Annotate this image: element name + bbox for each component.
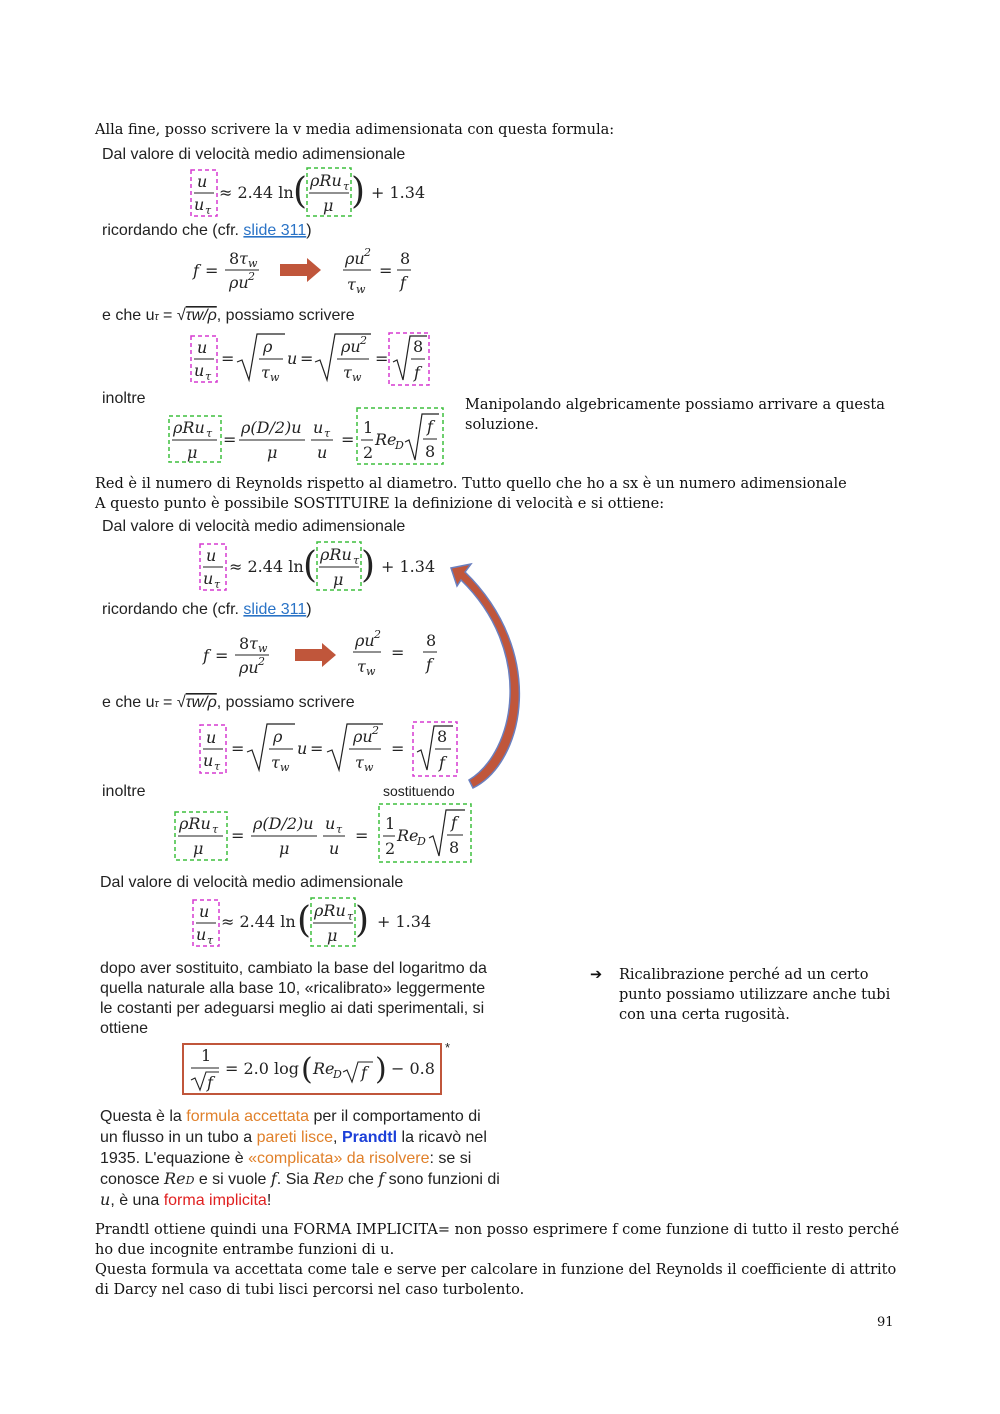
svg-text:μ: μ — [187, 443, 198, 462]
svg-text:u: u — [197, 172, 208, 191]
inoltre-label: inoltre — [102, 390, 146, 407]
svg-text:D: D — [417, 835, 426, 848]
svg-text:w: w — [352, 371, 362, 384]
svg-text:2: 2 — [360, 334, 367, 347]
svg-text:u: u — [287, 349, 298, 368]
dopo-line-3: le costanti per adeguarsi meglio ai dati sperimentali, si — [100, 1000, 485, 1017]
svg-text:μ: μ — [279, 839, 290, 858]
q-line-5: u, è una forma implicita! — [100, 1190, 272, 1207]
sostituire-note: A questo punto è possibile SOSTITUIRE la definizione di velocità e si ottiene: — [95, 496, 665, 512]
svg-text:f: f — [451, 813, 457, 832]
svg-text:=: = — [355, 826, 369, 845]
svg-text:w: w — [356, 283, 366, 296]
svg-text:τ: τ — [214, 760, 221, 773]
svg-text:2: 2 — [385, 839, 396, 858]
svg-text:ρ: ρ — [263, 337, 273, 356]
coef-ln: ≈ 2.44 ln — [219, 183, 294, 202]
right-arrow-icon — [295, 643, 336, 667]
svg-text:u: u — [325, 814, 336, 833]
right-arrow-icon — [280, 258, 321, 282]
manipolando-note: Manipolando algebricamente possiamo arrivare a questa soluzione. — [465, 397, 885, 433]
svg-text:ρu: ρu — [355, 631, 375, 650]
dopo-line-1: dopo aver sostituito, cambiato la base del logaritmo da — [100, 960, 487, 977]
svg-text:w: w — [364, 761, 374, 774]
q-line-2: un flusso in un tubo a pareti lisce, Prandtl la ricavò nel — [100, 1129, 487, 1146]
svg-text:(: ( — [303, 545, 318, 586]
svg-text:(: ( — [297, 900, 312, 941]
svg-text:2: 2 — [258, 655, 265, 668]
eche-line: e che uτ = √τw/ρ, possiamo scrivere — [102, 694, 355, 711]
svg-text:=: = — [223, 430, 237, 449]
final-star: * — [445, 1040, 451, 1055]
svg-text:f: f — [203, 646, 209, 665]
prandtl-note-2: Questa formula va accettata come tale e serve per calcolare in funzione del Reynolds il coefficiente di attrito di Darcy nel caso di tubi lisci percorsi nel caso turbolento. — [95, 1262, 897, 1298]
svg-text:τ: τ — [205, 370, 212, 383]
svg-text:): ) — [351, 171, 366, 212]
svg-text:Re: Re — [313, 1059, 335, 1078]
svg-text:u: u — [297, 739, 308, 758]
svg-text:ρ(D/2)u: ρ(D/2)u — [241, 418, 302, 437]
plus-134: + 1.34 — [377, 912, 432, 931]
q-line-3: 1935. L'equazione è «complicata» da risolvere: se si — [100, 1150, 472, 1167]
svg-text:ρ: ρ — [273, 727, 283, 746]
svg-text:ρu: ρu — [239, 658, 259, 677]
svg-text:u: u — [196, 925, 207, 944]
svg-text:ρu: ρu — [341, 337, 361, 356]
svg-text:u: u — [206, 728, 217, 747]
svg-text:=: = — [231, 826, 245, 845]
slide-image-2 — [95, 512, 550, 1207]
ricalibrazione-note: Ricalibrazione perché ad un certo punto possiamo utilizzare anche tubi con una certa rugosità. — [619, 967, 891, 1023]
svg-text:8: 8 — [437, 727, 448, 746]
svg-text:f: f — [439, 753, 445, 772]
svg-text:8: 8 — [413, 337, 424, 356]
svg-text:u: u — [199, 902, 210, 921]
slide-link[interactable]: slide 311 — [243, 601, 307, 618]
svg-text:ρ(D/2)u: ρ(D/2)u — [253, 814, 314, 833]
svg-text:u: u — [203, 569, 214, 588]
svg-text:u: u — [317, 443, 328, 462]
svg-text:8: 8 — [239, 634, 250, 653]
coef-ln: ≈ 2.44 ln — [221, 912, 296, 931]
inoltre-label: inoltre — [102, 783, 146, 800]
slide-heading: Dal valore di velocità medio adimensionale — [102, 146, 406, 163]
svg-text:w: w — [248, 257, 258, 270]
ricordando-line: ricordando che (cfr. slide 311) — [102, 601, 312, 618]
svg-text:=: = — [300, 349, 314, 368]
svg-text:8: 8 — [400, 249, 411, 268]
svg-text:2: 2 — [363, 443, 374, 462]
svg-text:(: ( — [301, 1052, 313, 1087]
svg-text:ρRu: ρRu — [179, 814, 211, 833]
svg-text:u: u — [313, 418, 324, 437]
svg-text:w: w — [258, 642, 268, 655]
svg-text:=: = — [215, 646, 229, 665]
svg-text:=: = — [310, 739, 324, 758]
svg-text:D: D — [395, 439, 404, 452]
svg-text:τ: τ — [347, 910, 354, 923]
svg-text:8: 8 — [426, 631, 437, 650]
slide-image-1 — [95, 140, 455, 465]
svg-text:μ: μ — [333, 570, 344, 589]
svg-text:ρRu: ρRu — [310, 171, 342, 190]
svg-text:f: f — [400, 273, 406, 292]
svg-text:τ: τ — [212, 823, 219, 836]
svg-text:μ: μ — [193, 839, 204, 858]
svg-text:Re: Re — [375, 430, 397, 449]
svg-text:f: f — [207, 1073, 213, 1092]
svg-text:D: D — [333, 1068, 342, 1081]
svg-text:ρu: ρu — [353, 727, 373, 746]
svg-text:2: 2 — [248, 270, 255, 283]
svg-text:): ) — [361, 545, 376, 586]
svg-text:u: u — [194, 361, 205, 380]
plus-134: + 1.34 — [371, 183, 426, 202]
svg-text:=: = — [391, 643, 405, 662]
svg-text:τ: τ — [207, 934, 214, 947]
svg-text:τ: τ — [206, 427, 213, 440]
svg-text:μ: μ — [327, 926, 338, 945]
prandtl-note-1: Prandtl ottiene quindi una FORMA IMPLICITA= non posso esprimere f come funzione di tutto il resto perché ho due incognite entrambe funzioni di u. — [95, 1222, 900, 1258]
svg-text:=: = — [221, 349, 235, 368]
svg-text:f: f — [427, 417, 433, 436]
svg-text:μ: μ — [267, 443, 278, 462]
svg-text:8: 8 — [229, 249, 240, 268]
svg-text:τ: τ — [261, 363, 270, 382]
svg-text:ρRu: ρRu — [314, 901, 346, 920]
svg-text:ρRu: ρRu — [173, 418, 205, 437]
svg-text:f: f — [414, 363, 420, 382]
arrow-bullet-icon: ➔ — [590, 967, 603, 983]
svg-text:ρu: ρu — [229, 273, 249, 292]
svg-text:ρRu: ρRu — [320, 545, 352, 564]
svg-text:2: 2 — [374, 628, 381, 641]
svg-text:τ: τ — [205, 204, 212, 217]
svg-text:=: = — [205, 261, 219, 280]
ricordando-line: ricordando che (cfr. slide 311) — [102, 222, 312, 239]
svg-text:ρu: ρu — [345, 249, 365, 268]
svg-text:μ: μ — [323, 196, 334, 215]
svg-text:): ) — [375, 1052, 387, 1087]
svg-text:1: 1 — [363, 418, 374, 437]
svg-text:2: 2 — [364, 246, 371, 259]
svg-text:=: = — [379, 261, 393, 280]
svg-text:τ: τ — [347, 275, 356, 294]
svg-text:=: = — [391, 739, 405, 758]
svg-text:τ: τ — [353, 554, 360, 567]
svg-text:): ) — [355, 900, 370, 941]
svg-text:1: 1 — [385, 814, 396, 833]
final-rhs: = 2.0 log — [225, 1059, 300, 1078]
svg-text:=: = — [341, 430, 355, 449]
svg-text:w: w — [270, 371, 280, 384]
svg-text:τ: τ — [336, 823, 343, 836]
page-number: 91 — [877, 1315, 894, 1330]
red-note: Red è il numero di Reynolds rispetto al diametro. Tutto quello che ho a sx è un numero adimensionale — [95, 476, 847, 492]
svg-text:u: u — [329, 839, 340, 858]
svg-text:τ: τ — [343, 363, 352, 382]
dopo-line-4: ottiene — [100, 1020, 149, 1037]
svg-text:τ: τ — [249, 634, 258, 653]
svg-text:f: f — [361, 1063, 367, 1082]
svg-text:τ: τ — [324, 427, 331, 440]
svg-text:f: f — [193, 261, 199, 280]
svg-text:(: ( — [293, 171, 308, 212]
slide-link[interactable]: slide 311 — [243, 222, 307, 239]
q-line-1: Questa è la formula accettata per il comportamento di — [100, 1108, 481, 1125]
svg-text:8: 8 — [449, 838, 460, 857]
svg-text:τ: τ — [239, 249, 248, 268]
slide-heading: Dal valore di velocità medio adimensionale — [102, 518, 406, 535]
svg-text:τ: τ — [271, 753, 280, 772]
svg-text:=: = — [375, 349, 389, 368]
svg-text:τ: τ — [355, 753, 364, 772]
plus-134: + 1.34 — [381, 557, 436, 576]
slide-heading-2: Dal valore di velocità medio adimensionale — [100, 874, 404, 891]
svg-text:1: 1 — [201, 1046, 212, 1065]
curved-arrow-icon — [451, 564, 519, 788]
svg-text:τ: τ — [214, 578, 221, 591]
svg-text:u: u — [206, 546, 217, 565]
svg-text:u: u — [197, 338, 208, 357]
dopo-line-2: quella naturale alla base 10, «ricalibrato» leggermente — [100, 980, 486, 997]
svg-text:τ: τ — [343, 180, 350, 193]
intro-note: Alla fine, posso scrivere la v media adimensionata con questa formula: — [95, 122, 615, 138]
sostituendo-label: sostituendo — [383, 783, 455, 799]
eche-line: e che uτ = √τw/ρ, possiamo scrivere — [102, 307, 355, 324]
svg-text:2: 2 — [372, 724, 379, 737]
svg-text:Re: Re — [397, 826, 419, 845]
final-minus: − 0.8 — [391, 1059, 435, 1078]
svg-text:f: f — [426, 655, 432, 674]
svg-text:w: w — [280, 761, 290, 774]
svg-text:u: u — [203, 751, 214, 770]
svg-text:8: 8 — [425, 442, 436, 461]
svg-text:u: u — [194, 195, 205, 214]
svg-text:=: = — [231, 739, 245, 758]
q-line-4: conosce ReD e si vuole f. Sia ReD che f sono funzioni di — [100, 1169, 500, 1188]
svg-text:τ: τ — [357, 657, 366, 676]
coef-ln: ≈ 2.44 ln — [229, 557, 304, 576]
svg-text:w: w — [366, 665, 376, 678]
